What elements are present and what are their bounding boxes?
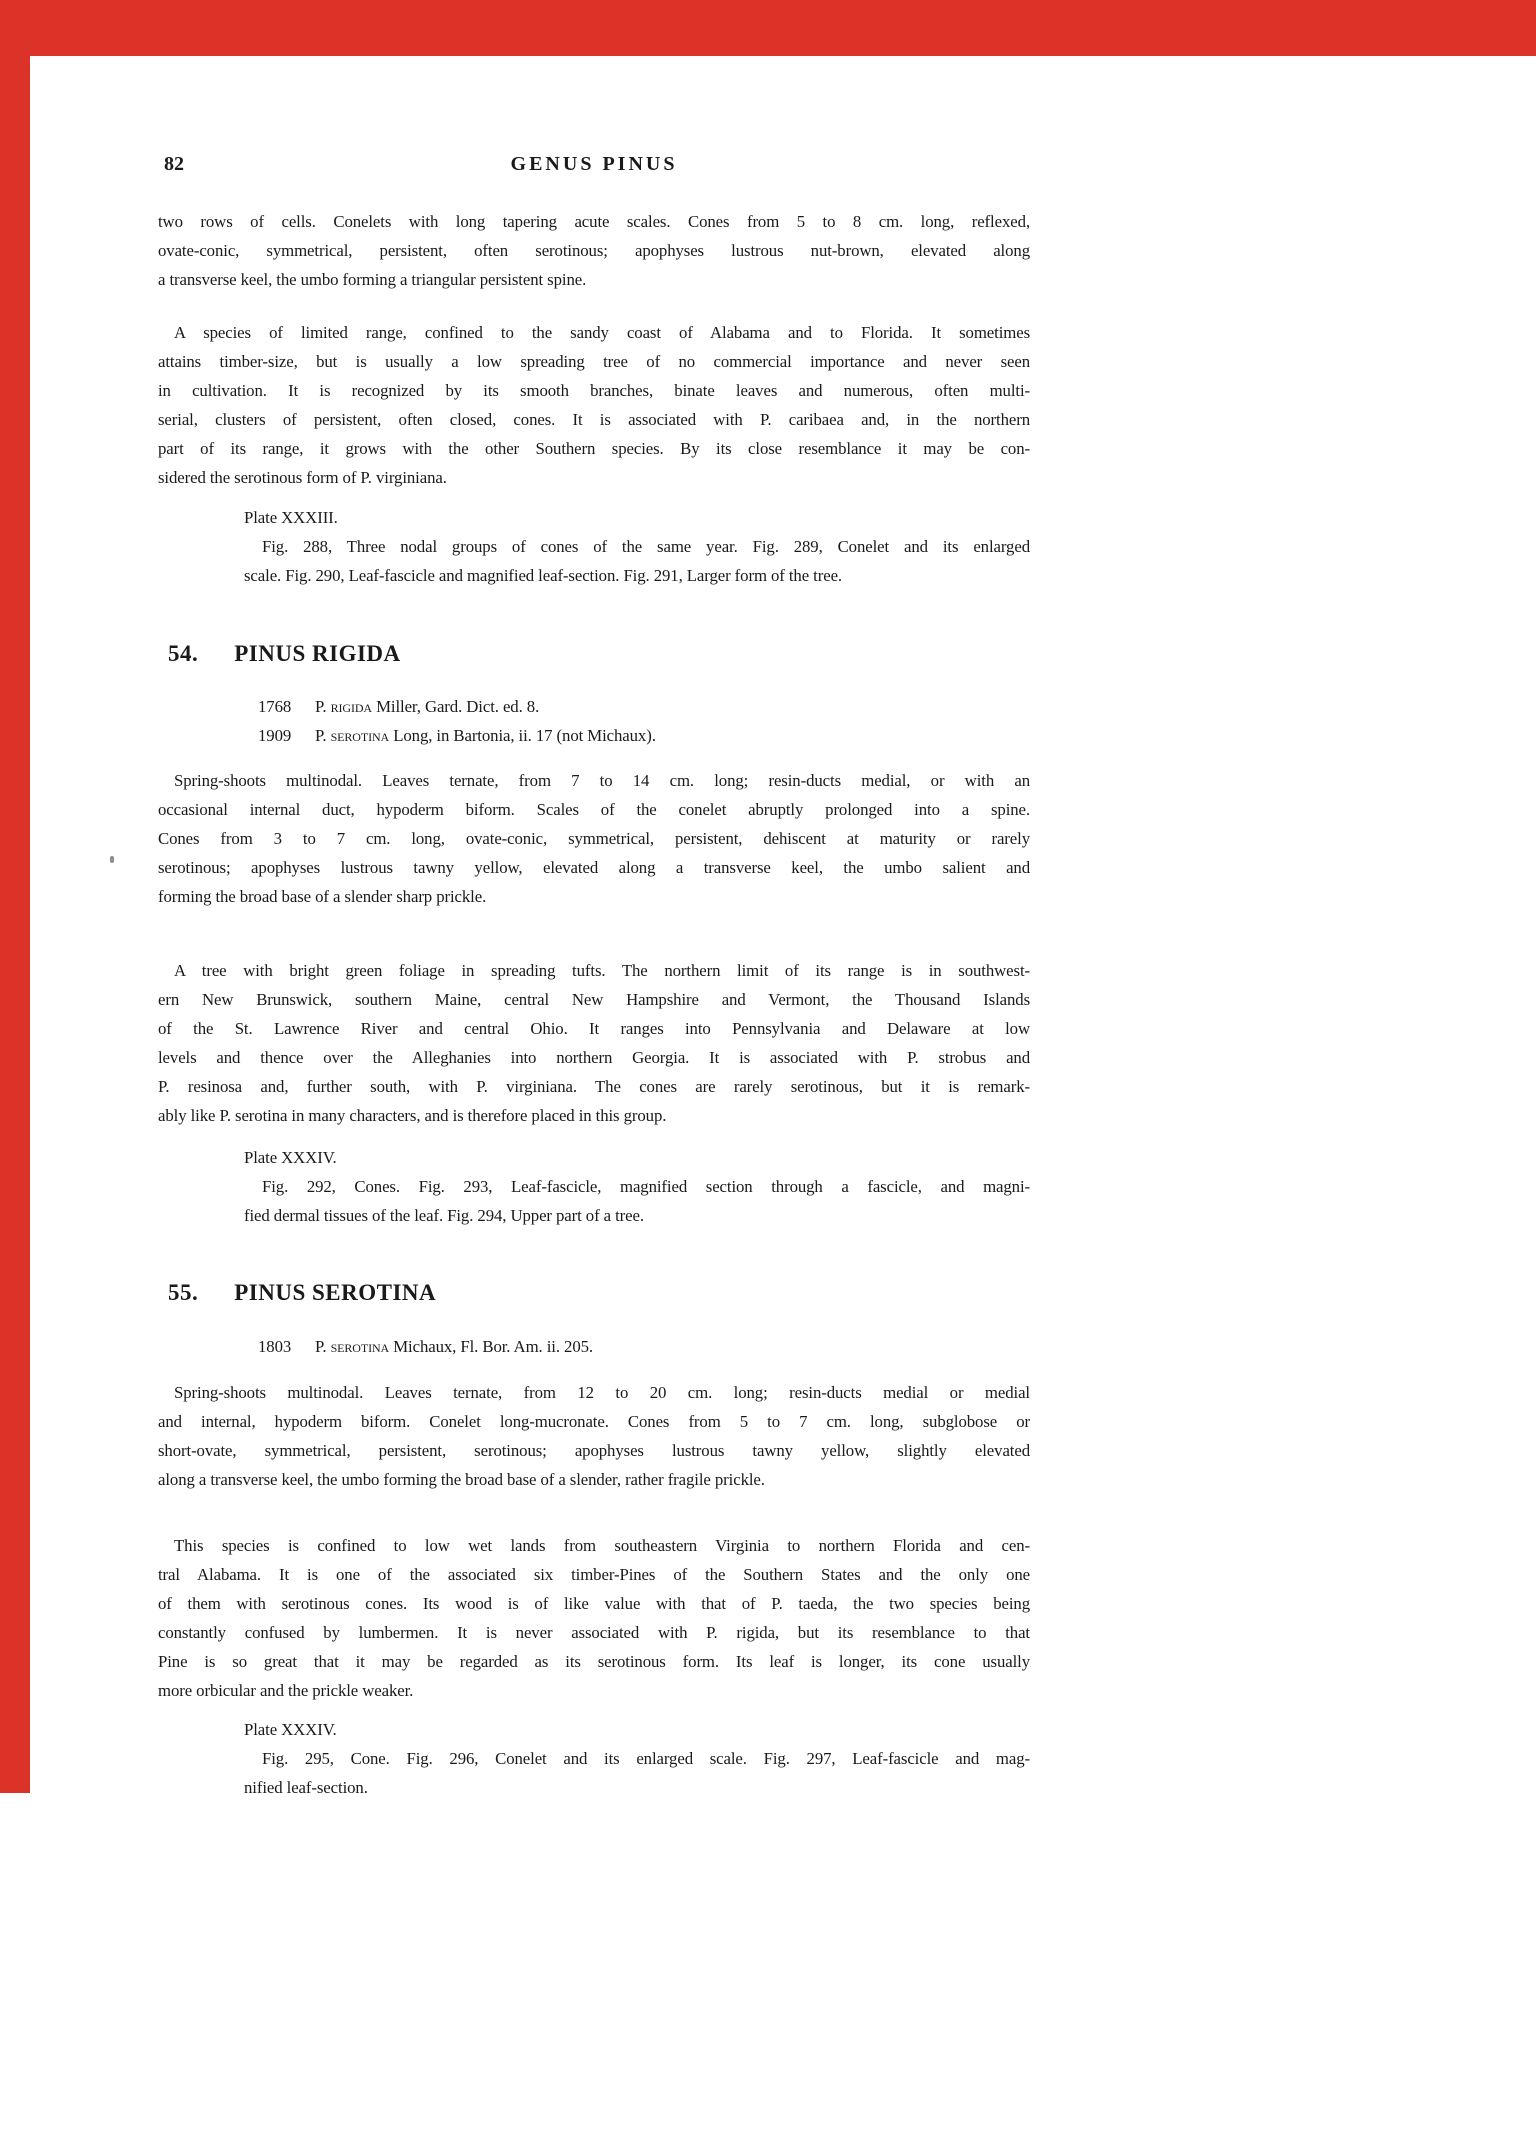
paragraph xyxy=(158,1378,1030,1494)
species-name: PINUS RIGIDA xyxy=(234,641,401,666)
species-epithet-smallcaps: serotina xyxy=(330,1337,390,1356)
text-line: ovate-conic, symmetrical, persistent, often serotinous; apophyses lustrous nut-brown, elevated along xyxy=(158,241,1030,260)
text-line: Cones from 3 to 7 cm. long, ovate-conic, symmetrical, persistent, dehiscent at maturity or rarely xyxy=(158,829,1030,848)
plate-heading: Plate XXXIII. xyxy=(244,508,338,527)
text-line: forming the broad base of a slender sharp prickle. xyxy=(158,887,487,906)
text-line: A species of limited range, confined to the sandy coast of Alabama and to Florida. It sometimes xyxy=(174,323,1030,342)
running-header: GENUS PINUS xyxy=(510,153,678,175)
text-line: serial, clusters of persistent, often closed, cones. It is associated with P. caribaea and, in the northern xyxy=(158,410,1030,429)
citation-fragment: P. xyxy=(315,697,331,716)
text-line: A tree with bright green foliage in spreading tufts. The northern limit of its range is in southwest- xyxy=(174,961,1030,980)
text-line: of the St. Lawrence River and central Ohio. It ranges into Pennsylvania and Delaware at low xyxy=(158,1019,1030,1038)
species-number: 54. xyxy=(168,641,199,666)
citation xyxy=(258,721,1030,750)
citation xyxy=(258,692,1030,721)
figure-caption-line: Fig. 288, Three nodal groups of cones of the same year. Fig. 289, Conelet and its enlarged xyxy=(262,537,1030,556)
citation-year: 1803 xyxy=(258,1337,292,1356)
text-line: attains timber-size, but is usually a low spreading tree of no commercial importance and never seen xyxy=(158,352,1030,371)
citation-block xyxy=(258,692,1030,750)
citation-block xyxy=(258,1332,1030,1361)
species-epithet-smallcaps: rigida xyxy=(330,697,372,716)
paragraph xyxy=(158,766,1030,911)
species-number: 55. xyxy=(168,1280,199,1305)
text-line: This species is confined to low wet lands from southeastern Virginia to northern Florida and cen- xyxy=(174,1536,1030,1555)
species-name: PINUS SEROTINA xyxy=(234,1280,437,1305)
paragraph xyxy=(158,956,1030,1130)
text-line: in cultivation. It is recognized by its smooth branches, binate leaves and numerous, often multi- xyxy=(158,381,1030,400)
species-heading xyxy=(168,1277,436,1309)
text-line: two rows of cells. Conelets with long tapering acute scales. Cones from 5 to 8 cm. long, reflexed, xyxy=(158,212,1030,231)
paragraph xyxy=(158,1531,1030,1705)
plate-heading: Plate XXXIV. xyxy=(244,1148,337,1167)
text-line: levels and thence over the Alleghanies into northern Georgia. It is associated with P. strobus and xyxy=(158,1048,1030,1067)
citation-year: 1909 xyxy=(258,726,292,745)
text-line: constantly confused by lumbermen. It is never associated with P. rigida, but its resemblance to that xyxy=(158,1623,1030,1642)
species-epithet-smallcaps: serotina xyxy=(330,726,390,745)
text-line: Spring-shoots multinodal. Leaves ternate, from 7 to 14 cm. long; resin-ducts medial, or with an xyxy=(174,771,1030,790)
text-line: tral Alabama. It is one of the associated six timber-Pines of the Southern States and the only one xyxy=(158,1565,1030,1584)
citation-year: 1768 xyxy=(258,697,292,716)
species-heading xyxy=(168,638,401,670)
text-line: P. resinosa and, further south, with P. virginiana. The cones are rarely serotinous, but it is remark- xyxy=(158,1077,1030,1096)
citation xyxy=(258,1332,1030,1361)
text-line: ern New Brunswick, southern Maine, central New Hampshire and Vermont, the Thousand Islands xyxy=(158,990,1030,1009)
plate-heading: Plate XXXIV. xyxy=(244,1720,337,1739)
text-line: short-ovate, symmetrical, persistent, serotinous; apophyses lustrous tawny yellow, slightly elevated xyxy=(158,1441,1030,1460)
text-line: part of its range, it grows with the other Southern species. By its close resemblance it may be con- xyxy=(158,439,1030,458)
text-line: Spring-shoots multinodal. Leaves ternate, from 12 to 20 cm. long; resin-ducts medial or medial xyxy=(174,1383,1030,1402)
citation-text xyxy=(315,1332,1030,1361)
figure-caption-line: Fig. 295, Cone. Fig. 296, Conelet and its enlarged scale. Fig. 297, Leaf-fascicle and mag- xyxy=(262,1749,1030,1768)
text-line: and internal, hypoderm biform. Conelet long-mucronate. Cones from 5 to 7 cm. long, subglobose or xyxy=(158,1412,1030,1431)
text-line: more orbicular and the prickle weaker. xyxy=(158,1681,414,1700)
text-line: serotinous; apophyses lustrous tawny yellow, elevated along a transverse keel, the umbo salient and xyxy=(158,858,1030,877)
figure-caption-line: Fig. 292, Cones. Fig. 293, Leaf-fascicle, magnified section through a fascicle, and magni- xyxy=(262,1177,1030,1196)
citation-text xyxy=(315,692,1030,721)
citation-fragment: Long, in Bartonia, ii. 17 (not Michaux). xyxy=(389,726,656,745)
plate-block xyxy=(244,503,1030,590)
citation-fragment: Michaux, Fl. Bor. Am. ii. 205. xyxy=(389,1337,594,1356)
text-line: of them with serotinous cones. Its wood is of like value with that of P. taeda, the two species being xyxy=(158,1594,1030,1613)
citation-fragment: P. xyxy=(315,1337,331,1356)
text-line: occasional internal duct, hypoderm biform. Scales of the conelet abruptly prolonged into a spine. xyxy=(158,800,1030,819)
plate-block xyxy=(244,1715,1030,1802)
plate-block xyxy=(244,1143,1030,1230)
paragraph xyxy=(158,318,1030,492)
text-line: sidered the serotinous form of P. virginiana. xyxy=(158,468,447,487)
text-line: ably like P. serotina in many characters, and is therefore placed in this group. xyxy=(158,1106,667,1125)
text-line: a transverse keel, the umbo forming a triangular persistent spine. xyxy=(158,270,587,289)
text-line: along a transverse keel, the umbo forming the broad base of a slender, rather fragile prickle. xyxy=(158,1470,765,1489)
page-number: 82 xyxy=(164,153,184,175)
citation-fragment: P. xyxy=(315,726,331,745)
figure-caption-line: nified leaf-section. xyxy=(244,1778,368,1797)
citation-text xyxy=(315,721,1030,750)
text-line: Pine is so great that it may be regarded as its serotinous form. Its leaf is longer, its cone usually xyxy=(158,1652,1030,1671)
figure-caption-line: scale. Fig. 290, Leaf-fascicle and magnified leaf-section. Fig. 291, Larger form of the tree. xyxy=(244,566,843,585)
citation-fragment: Miller, Gard. Dict. ed. 8. xyxy=(371,697,540,716)
paragraph xyxy=(158,207,1030,294)
figure-caption-line: fied dermal tissues of the leaf. Fig. 294, Upper part of a tree. xyxy=(244,1206,644,1225)
